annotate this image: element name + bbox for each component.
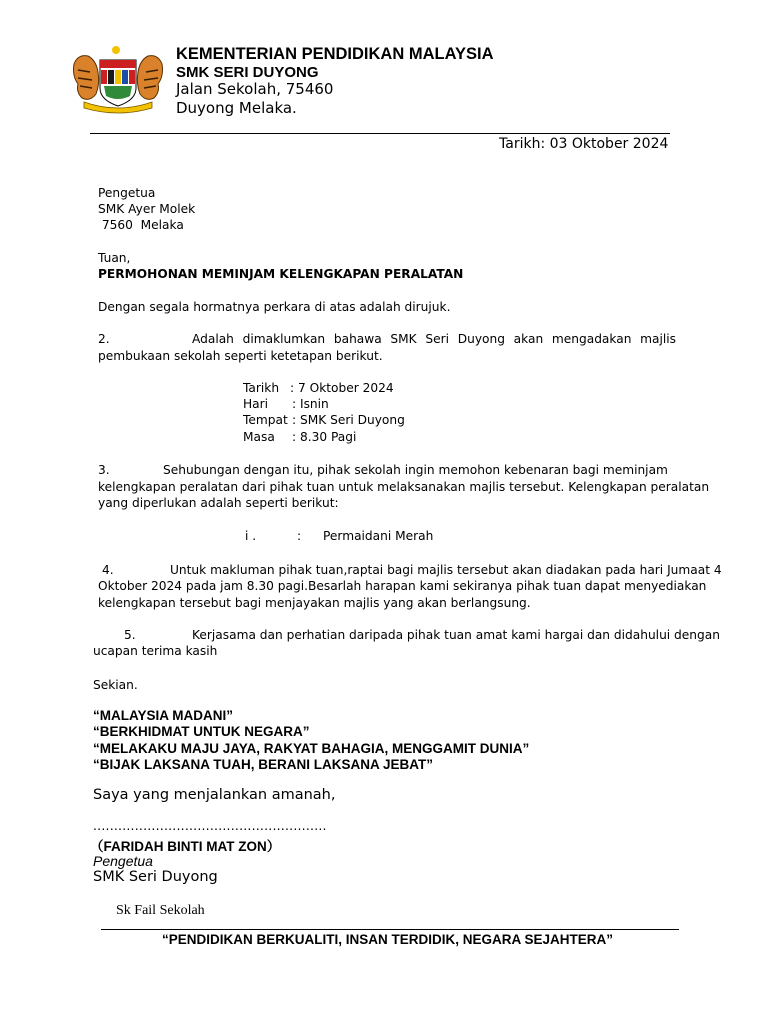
slogan-line: “BERKHIDMAT UNTUK NEGARA” bbox=[93, 724, 310, 739]
school-address-line2: Duyong Melaka. bbox=[176, 99, 297, 117]
closing-word: Sekian. bbox=[93, 678, 138, 692]
paragraph-3-text: Sehubungan dengan itu, pihak sekolah ingin memohon kebenaran bagi meminjam bbox=[163, 463, 668, 477]
detail-label: Hari bbox=[243, 397, 269, 411]
letter-date: Tarikh: 03 Oktober 2024 bbox=[499, 136, 669, 152]
item-number: i . bbox=[245, 529, 257, 543]
paragraph-2-continuation: pembukaan sekolah seperti ketetapan berikut. bbox=[98, 349, 383, 363]
detail-value: : 7 Oktober 2024 bbox=[290, 381, 394, 395]
recipient-school: SMK Ayer Molek bbox=[98, 202, 196, 216]
signatory-position: Pengetua bbox=[93, 853, 153, 869]
slogan-line: “MELAKAKU MAJU JAYA, RAKYAT BAHAGIA, MENGGAMIT DUNIA” bbox=[93, 741, 530, 756]
footer-divider bbox=[101, 929, 679, 930]
detail-value: : 8.30 Pagi bbox=[292, 430, 357, 444]
item-colon: : bbox=[297, 529, 302, 543]
salutation: Tuan, bbox=[98, 251, 131, 265]
paragraph-5-text: Kerjasama dan perhatian daripada pihak tuan amat kami hargai dan didahului dengan bbox=[192, 628, 720, 642]
paragraph-4-continuation: Oktober 2024 pada jam 8.30 pagi.Besarlah harapan kami sekiranya pihak tuan dapat menyediakan bbox=[98, 579, 707, 593]
paragraph-3-number: 3. bbox=[98, 463, 110, 477]
slogan-line: “BIJAK LAKSANA TUAH, BERANI LAKSANA JEBAT” bbox=[93, 757, 434, 772]
paragraph-5-number: 5. bbox=[124, 628, 136, 642]
paragraph-3-continuation: yang diperlukan adalah seperti berikut: bbox=[98, 496, 339, 510]
opening-sentence: Dengan segala hormatnya perkara di atas adalah dirujuk. bbox=[98, 300, 451, 314]
slogan-line: “MALAYSIA MADANI” bbox=[93, 708, 234, 723]
paragraph-4-continuation: kelengkapan tersebut bagi menjayakan majlis yang akan berlangsung. bbox=[98, 596, 531, 610]
item-text: Permaidani Merah bbox=[323, 529, 434, 543]
paragraph-4-number: 4. bbox=[102, 563, 114, 577]
letter-subject: PERMOHONAN MEMINJAM KELENGKAPAN PERALATAN bbox=[98, 267, 464, 281]
detail-value: : Isnin bbox=[292, 397, 329, 411]
detail-label: Tarikh bbox=[243, 381, 280, 395]
malaysia-coat-of-arms-logo bbox=[68, 44, 168, 114]
ministry-name: KEMENTERIAN PENDIDIKAN MALAYSIA bbox=[176, 45, 494, 63]
signature-line: ........................................................ bbox=[93, 818, 327, 833]
carbon-copy-note: Sk Fail Sekolah bbox=[116, 903, 205, 918]
detail-label: Tempat bbox=[243, 413, 288, 427]
school-address-line1: Jalan Sekolah, 75460 bbox=[176, 80, 334, 98]
paragraph-2-number: 2. bbox=[98, 332, 110, 346]
footer-motto: “PENDIDIKAN BERKUALITI, INSAN TERDIDIK, NEGARA SEJAHTERA” bbox=[162, 932, 614, 947]
detail-label: Masa bbox=[243, 430, 275, 444]
detail-value: : SMK Seri Duyong bbox=[292, 413, 405, 427]
recipient-title: Pengetua bbox=[98, 186, 156, 200]
paragraph-2-text: Adalah dimaklumkan bahawa SMK Seri Duyong akan mengadakan majlis bbox=[192, 332, 676, 346]
header-divider bbox=[90, 133, 670, 134]
paragraph-4-text: Untuk makluman pihak tuan,raptai bagi majlis tersebut akan diadakan pada hari Jumaat 4 bbox=[170, 563, 722, 577]
paragraph-3-continuation: kelengkapan peralatan dari pihak tuan untuk melaksanakan majlis tersebut. Kelengkapan peralatan bbox=[98, 480, 710, 494]
signature-intro: Saya yang menjalankan amanah, bbox=[93, 787, 336, 803]
signatory-name: （FARIDAH BINTI MAT ZON） bbox=[90, 839, 281, 854]
recipient-city: 7560 Melaka bbox=[98, 218, 184, 232]
school-name: SMK SERI DUYONG bbox=[176, 64, 319, 81]
signatory-school: SMK Seri Duyong bbox=[93, 869, 218, 885]
paragraph-5-continuation: ucapan terima kasih bbox=[93, 644, 218, 658]
